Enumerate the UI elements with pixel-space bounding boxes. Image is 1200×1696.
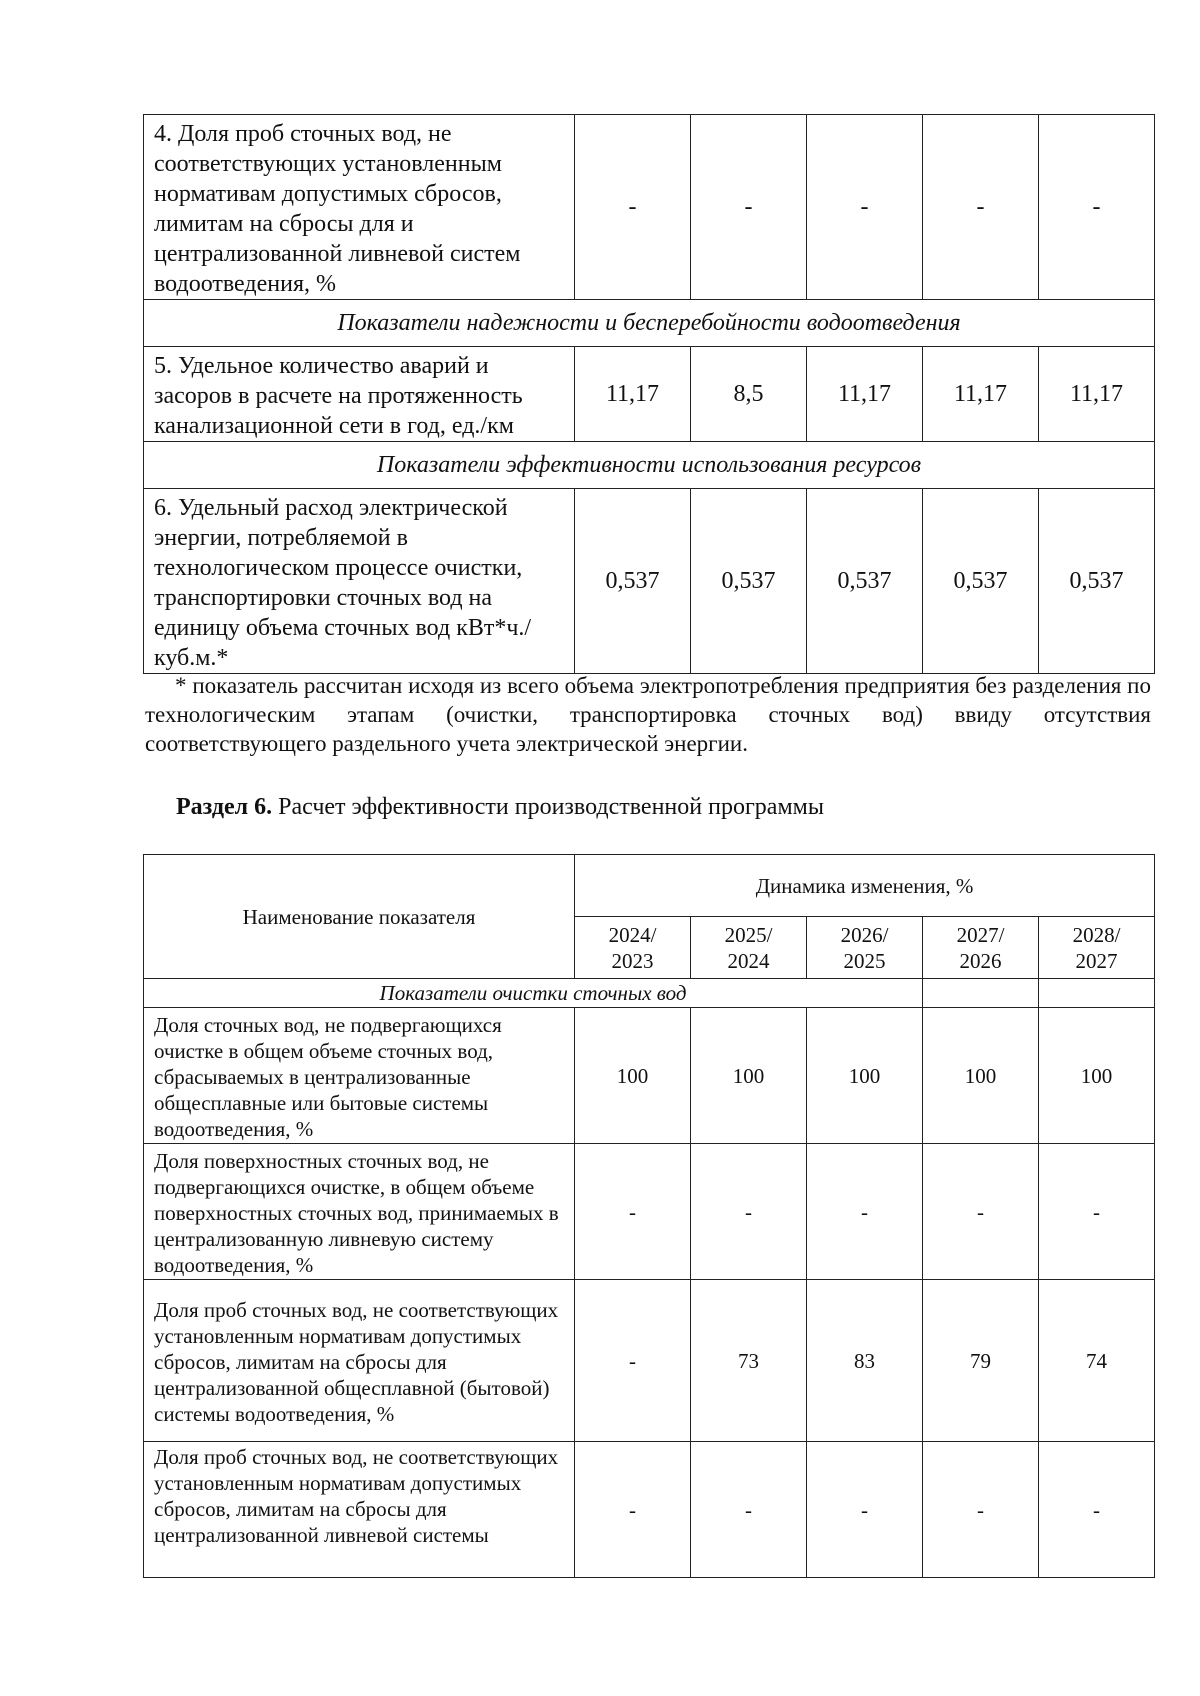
row-value: 74 [1039,1280,1155,1442]
header-name: Наименование показателя [144,855,575,979]
row-5-value: 11,17 [1039,347,1155,442]
row-label: Доля сточных вод, не подвергающихся очистке в общем объеме сточных вод, сбрасываемых в централизованные общесплавные или бытовые системы водоотведения, % [144,1008,575,1144]
section-efficiency-heading: Показатели эффективности использования ресурсов [144,442,1155,489]
row-value: - [1039,1442,1155,1578]
row-6-value: 0,537 [575,489,691,674]
table-row [144,347,1155,442]
row-value: - [1039,1144,1155,1280]
section-row [144,442,1155,489]
row-value: 100 [1039,1008,1155,1144]
table-row [144,1008,1155,1144]
row-4-label: 4. Доля проб сточных вод, не соответствующих установленным нормативам допустимых сбросов, лимитам на сбросы для и централизованной ливневой систем водоотведения, % [144,115,575,300]
header-dynamics: Динамика изменения, % [575,855,1155,917]
section-title: Расчет эффективности производственной программы [278,794,824,820]
row-4-value: - [807,115,923,300]
efficiency-table [143,854,1155,1578]
section-heading [176,794,824,821]
footnote-text: * показатель рассчитан исходя из всего объема электропотребления предприятия без разделения по технологическим этапам (очистки, транспортировка сточных вод) ввиду отсутствия соответствующего раздельного учета электрической энергии. [145,673,1151,756]
footnote [145,671,1151,758]
row-5-value: 11,17 [807,347,923,442]
indicators-table-continued [143,114,1155,674]
section-row [144,300,1155,347]
row-value: - [691,1442,807,1578]
year-header: 2025/ 2024 [691,917,807,979]
row-6-value: 0,537 [923,489,1039,674]
row-value: - [807,1442,923,1578]
row-value: - [923,1144,1039,1280]
row-5-value: 11,17 [575,347,691,442]
table-row [144,1144,1155,1280]
row-6-value: 0,537 [1039,489,1155,674]
row-label: Доля проб сточных вод, не соответствующих установленным нормативам допустимых сбросов, лимитам на сбросы для централизованной ливневой системы [144,1442,575,1578]
row-4-value: - [923,115,1039,300]
row-value: - [691,1144,807,1280]
row-6-label: 6. Удельный расход электрической энергии, потребляемой в технологическом процессе очистки, транспортировки сточных вод на единицу объема сточных вод кВт*ч./куб.м.* [144,489,575,674]
table-row [144,489,1155,674]
row-4-value: - [691,115,807,300]
row-5-label: 5. Удельное количество аварий и засоров в расчете на протяженность канализационной сети в год, ед./км [144,347,575,442]
row-6-value: 0,537 [807,489,923,674]
section-treatment-heading: Показатели очистки сточных вод [144,979,923,1008]
section-reliability-heading: Показатели надежности и бесперебойности водоотведения [144,300,1155,347]
row-value: 100 [807,1008,923,1144]
section-number: Раздел 6. [176,794,273,820]
row-value: 73 [691,1280,807,1442]
row-label: Доля поверхностных сточных вод, не подвергающихся очистке, в общем объеме поверхностных сточных вод, принимаемых в централизованную ливневую систему водоотведения, % [144,1144,575,1280]
year-header: 2028/ 2027 [1039,917,1155,979]
row-value: 83 [807,1280,923,1442]
year-header: 2026/ 2025 [807,917,923,979]
header-row [144,855,1155,917]
section-row [144,979,1155,1008]
year-header: 2027/ 2026 [923,917,1039,979]
row-5-value: 8,5 [691,347,807,442]
table-row [144,1280,1155,1442]
year-header: 2024/ 2023 [575,917,691,979]
row-value: - [575,1442,691,1578]
row-value: - [575,1144,691,1280]
row-value: - [807,1144,923,1280]
row-value: 100 [691,1008,807,1144]
row-4-value: - [575,115,691,300]
row-5-value: 11,17 [923,347,1039,442]
row-value: 100 [923,1008,1039,1144]
row-value: 100 [575,1008,691,1144]
row-value: - [575,1280,691,1442]
row-label: Доля проб сточных вод, не соответствующих установленным нормативам допустимых сбросов, лимитам на сбросы для централизованной общесплавной (бытовой) системы водоотведения, % [144,1280,575,1442]
row-value: - [923,1442,1039,1578]
table-row [144,1442,1155,1578]
row-6-value: 0,537 [691,489,807,674]
table-row [144,115,1155,300]
row-value: 79 [923,1280,1039,1442]
row-4-value: - [1039,115,1155,300]
